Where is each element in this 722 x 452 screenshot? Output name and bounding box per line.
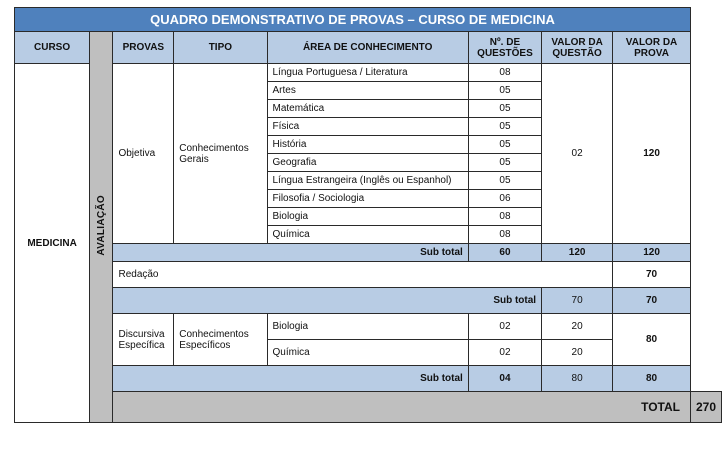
- questoes-cell: 05: [468, 172, 541, 190]
- subtotal-row-objetiva: [15, 244, 722, 262]
- questoes-cell: 08: [468, 226, 541, 244]
- total-label: TOTAL: [113, 392, 691, 423]
- header-area: ÁREA DE CONHECIMENTO: [267, 32, 468, 64]
- subtotal-questoes: 04: [468, 366, 541, 392]
- subtotal-valor-questao: 70: [542, 288, 613, 314]
- subtotal-label: Sub total: [113, 244, 468, 262]
- questoes-cell: 05: [468, 136, 541, 154]
- area-cell: Física: [267, 118, 468, 136]
- questoes-cell: 08: [468, 208, 541, 226]
- table-row: [15, 314, 722, 340]
- avaliacao-column: [90, 32, 113, 423]
- total-value: 270: [690, 392, 721, 423]
- area-cell: Língua Portuguesa / Literatura: [267, 64, 468, 82]
- prova-redacao: Redação: [113, 262, 613, 288]
- area-cell: Geografia: [267, 154, 468, 172]
- valor-prova-objetiva: 120: [613, 64, 691, 244]
- total-row: [15, 392, 722, 423]
- area-cell: Artes: [267, 82, 468, 100]
- header-questoes: Nº. DE QUESTÕES: [468, 32, 541, 64]
- subtotal-row-redacao: [15, 288, 722, 314]
- area-cell: História: [267, 136, 468, 154]
- subtotal-valor-questao: 120: [542, 244, 613, 262]
- subtotal-label: Sub total: [113, 288, 542, 314]
- valor-questao-cell: 20: [542, 340, 613, 366]
- area-cell: Língua Estrangeira (Inglês ou Espanhol): [267, 172, 468, 190]
- area-cell: Biologia: [267, 314, 468, 340]
- header-curso: CURSO: [15, 32, 90, 64]
- subtotal-label: Sub total: [113, 366, 468, 392]
- avaliacao-label: AVALIAÇÃO: [95, 195, 107, 256]
- subtotal-row-discursiva: [15, 366, 722, 392]
- prova-objetiva: Objetiva: [113, 64, 174, 244]
- redacao-row: [15, 262, 722, 288]
- tipo-discursiva: Conhecimentos Específicos: [174, 314, 267, 366]
- questoes-cell: 02: [468, 314, 541, 340]
- curso-cell: MEDICINA: [15, 64, 90, 423]
- subtotal-valor-prova: 120: [613, 244, 691, 262]
- subtotal-questoes: 60: [468, 244, 541, 262]
- valor-questao-objetiva: 02: [542, 64, 613, 244]
- prova-discursiva: Discursiva Específica: [113, 314, 174, 366]
- header-provas: PROVAS: [113, 32, 174, 64]
- area-cell: Matemática: [267, 100, 468, 118]
- questoes-cell: 02: [468, 340, 541, 366]
- exam-table: [14, 7, 722, 423]
- subtotal-valor-prova: 80: [613, 366, 691, 392]
- subtotal-valor-questao: 80: [542, 366, 613, 392]
- questoes-cell: 05: [468, 82, 541, 100]
- header-row: [15, 32, 722, 64]
- area-cell: Química: [267, 226, 468, 244]
- subtotal-valor-prova: 70: [613, 288, 691, 314]
- tipo-objetiva: Conhecimentos Gerais: [174, 64, 267, 244]
- valor-prova-discursiva: 80: [613, 314, 691, 366]
- questoes-cell: 05: [468, 100, 541, 118]
- table-title: QUADRO DEMONSTRATIVO DE PROVAS – CURSO DE MEDICINA: [15, 8, 691, 32]
- area-cell: Biologia: [267, 208, 468, 226]
- valor-prova-redacao: 70: [613, 262, 691, 288]
- header-valor-questao: VALOR DA QUESTÃO: [542, 32, 613, 64]
- area-cell: Filosofia / Sociologia: [267, 190, 468, 208]
- header-tipo: TIPO: [174, 32, 267, 64]
- exam-table-container: [14, 7, 722, 423]
- table-row: [15, 64, 722, 82]
- area-cell: Química: [267, 340, 468, 366]
- questoes-cell: 05: [468, 154, 541, 172]
- questoes-cell: 08: [468, 64, 541, 82]
- questoes-cell: 05: [468, 118, 541, 136]
- valor-questao-cell: 20: [542, 314, 613, 340]
- header-valor-prova: VALOR DA PROVA: [613, 32, 691, 64]
- questoes-cell: 06: [468, 190, 541, 208]
